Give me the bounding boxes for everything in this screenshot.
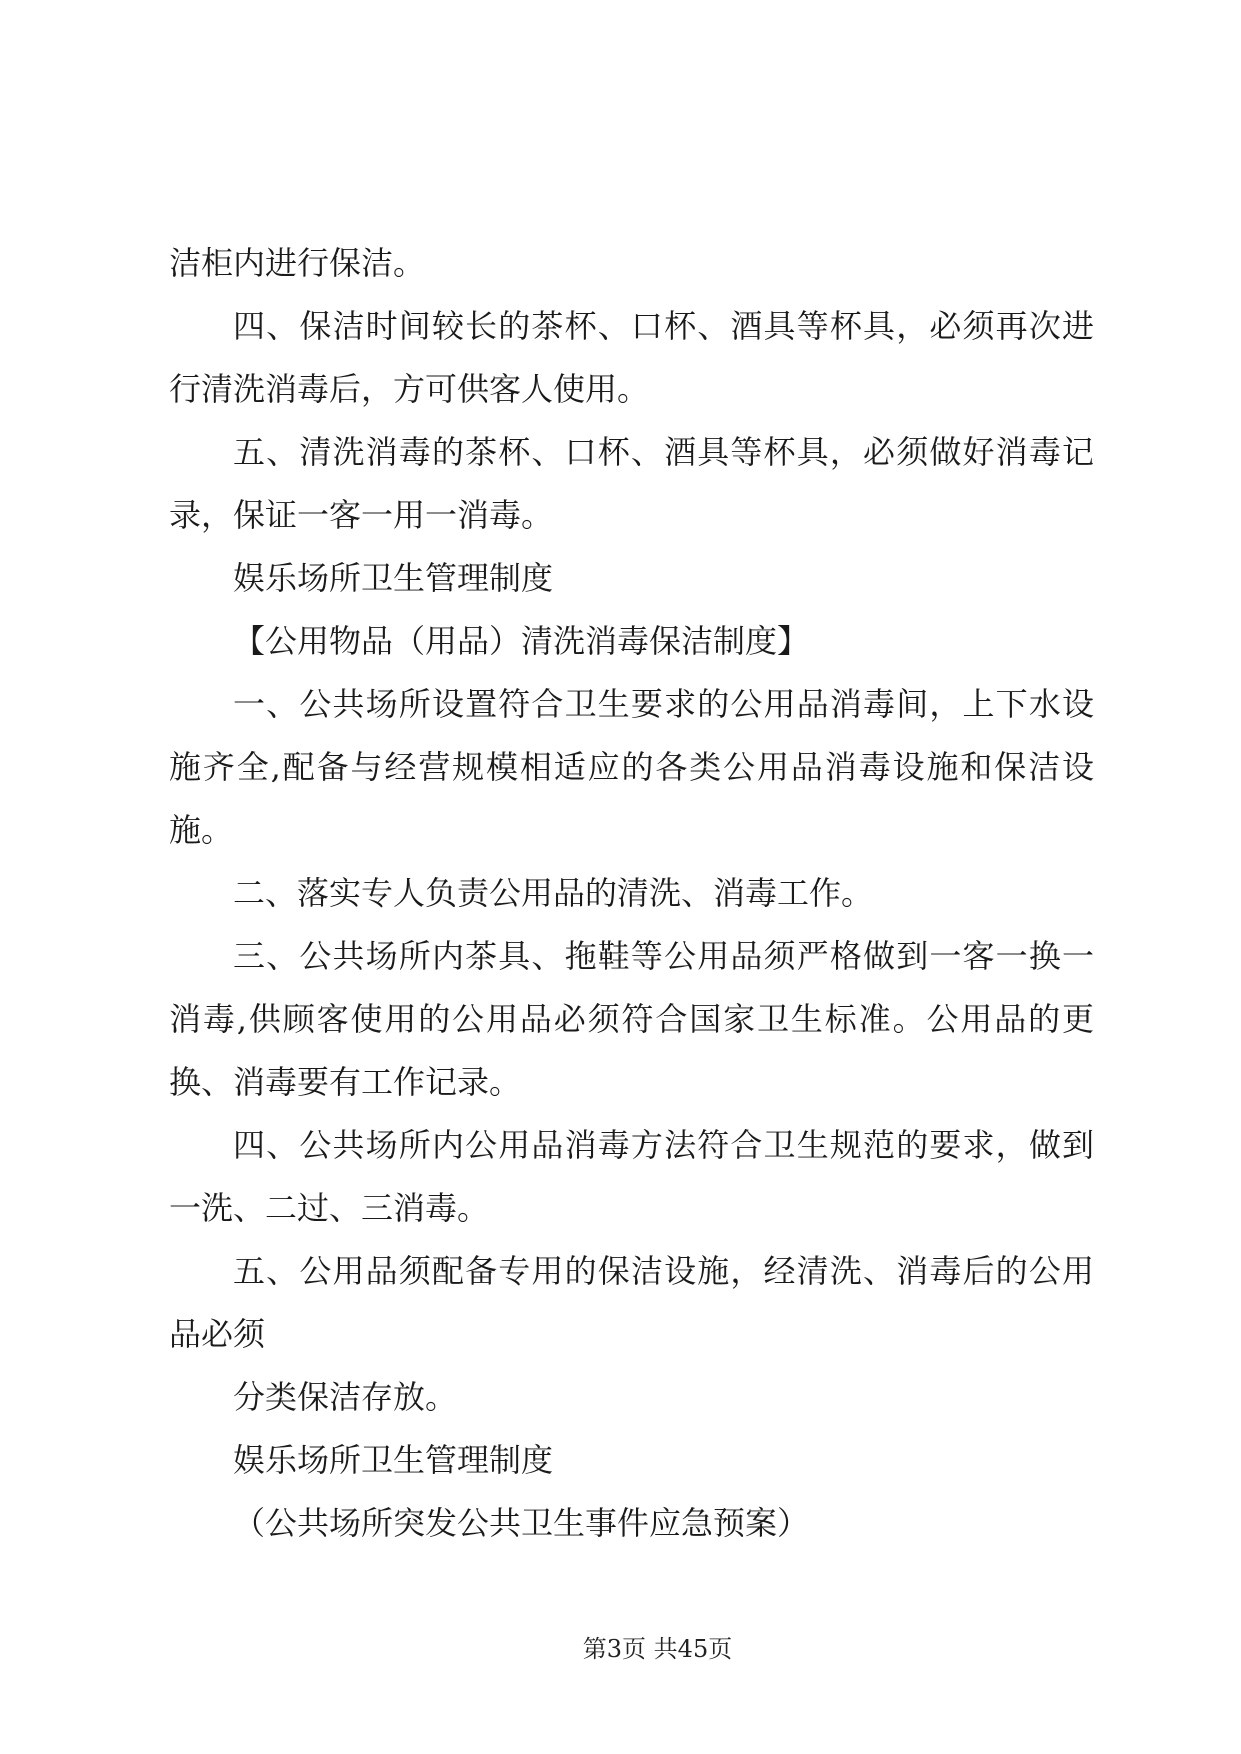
paragraph-line: 消毒,供顾客使用的公用品必须符合国家卫生标准。公用品的更	[169, 1000, 1094, 1038]
paragraph-line: 二、落实专人负责公用品的清洗、消毒工作。	[233, 874, 874, 912]
paragraph-line: 换、消毒要有工作记录。	[169, 1063, 522, 1101]
paragraph-line: 录，保证一客一用一消毒。	[169, 496, 554, 534]
section-title: 娱乐场所卫生管理制度	[233, 559, 554, 597]
section-title: 娱乐场所卫生管理制度	[233, 1441, 554, 1479]
paragraph-line: 三、公共场所内茶具、拖鞋等公用品须严格做到一客一换一	[233, 937, 1094, 975]
paragraph-line: 四、公共场所内公用品消毒方法符合卫生规范的要求，做到	[233, 1126, 1094, 1164]
paragraph-line: 一、公共场所设置符合卫生要求的公用品消毒间，上下水设	[233, 685, 1094, 723]
section-subtitle: 【公用物品（用品）清洗消毒保洁制度】	[233, 622, 810, 660]
paragraph-line: 品必须	[169, 1315, 266, 1353]
paragraph-line: 一洗、二过、三消毒。	[169, 1189, 490, 1227]
paragraph-line: 五、清洗消毒的茶杯、口杯、酒具等杯具，必须做好消毒记	[233, 433, 1094, 471]
paragraph-line: 五、公用品须配备专用的保洁设施，经清洗、消毒后的公用	[233, 1252, 1094, 1290]
paragraph-line: 行清洗消毒后，方可供客人使用。	[169, 370, 650, 408]
paragraph-line: 四、保洁时间较长的茶杯、口杯、酒具等杯具，必须再次进	[233, 307, 1094, 345]
paragraph-line: 洁柜内进行保洁。	[169, 244, 426, 282]
paragraph-line: 施。	[169, 811, 234, 849]
paragraph-line: 分类保洁存放。	[233, 1378, 458, 1416]
body-text	[169, 232, 1094, 1555]
page-footer: 第3页 共45页	[582, 1635, 733, 1663]
paragraph-line: 施齐全,配备与经营规模相适应的各类公用品消毒设施和保洁设	[169, 748, 1094, 786]
section-subtitle: （公共场所突发公共卫生事件应急预案）	[233, 1504, 810, 1542]
